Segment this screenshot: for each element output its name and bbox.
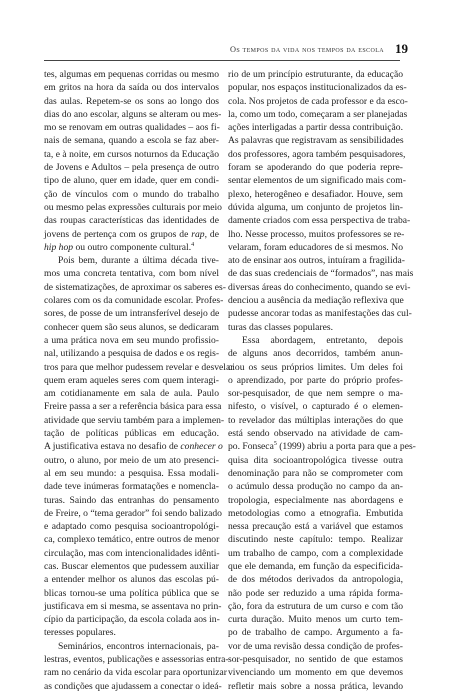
text-line: atividade que serviu também para a implemen- [44,414,225,426]
text-line: de Jovens e Adultos – pela presença de outro [44,162,219,174]
text-line: ciou os seus próprios limites. Um deles foi [228,361,403,373]
text-line: um trabalho de campo, com a complexidade [228,547,403,559]
text-line: velaram, foram educadores de si mesmos. No [228,241,403,253]
text-line: popular, nos espaços institucionalizados da es- [228,82,407,94]
right-column [228,68,416,693]
text-line: blicas tornou-se uma política pública que se [44,587,219,599]
text-line: damente criados com essa perspectiva de traba- [228,215,411,227]
text-line: discutindo neste capítulo: tempo. Realizar [228,534,403,546]
text-line: refletir mais sobre a nossa prática, levando [228,680,403,692]
text-line: to revelador das múltiplas interações do que [228,414,403,426]
text-line: a entender melhor os alunos das escolas pú- [44,574,219,586]
text-line: dos professores, agora também pesquisadores, [228,148,406,160]
text-line: ção, fora da estrutura de um curso e com tão [228,600,403,612]
text-line: al em seu mundo: a pesquisa. Essa modali- [44,467,219,479]
text-line: o aprendizado, por parte do próprio profes- [228,374,403,386]
text-line: cas. Buscar elementos que pudessem auxiliar [44,560,219,572]
text-line: Essa abordagem, entretanto, depois [242,334,403,346]
text-line: dias do ano escolar, alguns se alteram ou mes- [44,108,222,120]
text-line: ações interligadas a partir dessa contribuição. [228,122,403,134]
text-line: lestras, eventos, publicações e assessorias entra- [44,654,229,666]
text-line: pudesse ancorar todas as manifestações das cul- [228,308,412,320]
page-header [44,41,408,60]
text-line: das aulas. Repetem-se os sons ao longo dos [44,95,219,107]
text-line: turas. Saindo das entranhas do pensamento [44,494,219,506]
text-line: cípio da participação, da escola colada aos in- [44,614,220,626]
text-line: lho. Nesse processo, muitos professores se re- [228,228,405,240]
text-line: sor-pesquisador, no sentido de que estamos [228,654,403,666]
text-line: não pode ser reduzido a uma rápida forma- [228,587,403,599]
text-line: conhecer quem são seus alunos, se dedicaram [44,321,220,333]
text-line: Seminários, encontros internacionais, pa- [58,640,219,652]
text-line: sores, de posse de um intransferível desejo de [44,308,220,320]
text-line: ção de vínculos com o mundo do trabalho [44,188,219,200]
text-line: mo se renovam em outras qualidades – aos fi- [44,122,220,134]
text-line: de dos métodos derivados da antropologia, [228,574,403,586]
text-line: nifesto, o visível, o capturado é o elemen- [228,401,403,413]
text-line: foram se apoderando do que poderia repre- [228,162,403,174]
text-line: tes, algumas em pequenas corridas ou mesmo [44,69,220,80]
text-line: quisa dita socioantropológica tivesse outra [228,454,403,466]
text-line: po. Fonseca$^5$ (1999) abriu a porta para que a pes- [228,441,416,453]
text-line: de sistematizações, de aproximar os saberes es- [44,281,226,293]
text-line: dúvida alguma, um conjunto de projetos lin- [228,201,403,213]
page-number: 19 [395,41,408,56]
text-line: denciou a ausência da mediação reflexiva que [228,295,404,307]
text-line: vor de uma revisão dessa condição de profes- [228,640,403,652]
text-line: circulação, mas com intencionalidades idênti- [44,547,220,559]
header-rule [44,60,400,61]
text-line: ca, complexo temático, entre outros de menor [44,534,220,546]
text-line: de das suas credenciais de “formados”, nas mais [228,268,414,280]
text-line: ato de ensinar aos outros, intuíram a fragilida- [228,255,405,267]
text-line: jovens de pertença com os grupos de rap, de [44,228,219,240]
text-line: sentar elementos de um significado mais com- [228,175,406,187]
text-line: a uma prática nova em seu mundo profissio- [44,334,219,346]
text-line: tros para que melhor pudessem revelar e desvelar [44,361,234,373]
text-line: rio de um princípio estruturante, da educação [228,69,403,80]
text-line: denominação para não se comprometer com [228,467,403,479]
text-line: nais de semana, quando a escola se faz aber- [44,135,219,147]
text-line: dade teve inúmeras formatações e nomencla- [44,481,219,493]
text-line: o acúmulo dessa produção no campo da an- [228,481,403,493]
text-line: ram no cenário da vida escolar para oportunizar [44,667,227,679]
text-line: justificava em si mesma, se assentava no prin- [44,600,222,612]
text-line: vivenciando um momento em que devemos [228,667,403,679]
text-line: as condições que ajudassem a conectar o ideá- [44,680,222,692]
text-line: tipo de aluno, quer em idade, quer em condi- [44,175,219,187]
text-line: po de trabalho de campo. Argumento a fa- [228,627,403,639]
text-line: As palavras que registravam as sensibilidades [228,135,404,147]
running-head: Os tempos da vida nos tempos da escola [229,45,384,54]
text-line: turas das classes populares. [228,321,333,333]
text-line: nessa precaução está a variável que estamos [228,521,403,533]
text-line: que ele demanda, em função da especificida- [228,560,403,572]
text-line: cola. Nos projetos de cada professor e da esco- [228,95,408,107]
text-line: de Freire, o “tema gerador” foi sendo balizado [44,507,222,519]
text-line: tação de políticas públicas em educação. [44,428,219,440]
text-line: e adaptado como pesquisa socioantropológi- [44,521,219,533]
text-line: outro, o aluno, por meio de um ato presenci- [44,454,219,466]
text-line: ou mesmo pelas expressões culturais por meio [44,201,222,213]
text-line: de alguns anos decorridos, também anun- [228,348,403,360]
text-line: das roupas características das identidades de [44,215,219,227]
text-line: mos uma concreta tentativa, com bom nível [44,268,219,280]
text-line: Freire passa a ser a referência básica para essa [44,401,222,413]
text-line: curta duração. Muito menos um curto tem- [228,614,403,626]
text-line: diversas áreas do conhecimento, quando se evi- [228,281,411,293]
text-line: sor-pesquisador, de que nem sempre o ma- [228,388,403,400]
text-line: nal, utilizando a pesquisa de dados e os regis- [44,348,220,360]
text-line: metodologias como a etnografia. Embutida [228,507,403,519]
text-line: tropologia, especialmente nas abordagens e [228,494,403,506]
text-line: colares com os da comunidade escolar. Profes- [44,295,224,307]
text-line: plexo, heterogêneo e desafiador. Houve, sem [228,188,403,200]
text-line: A justificativa estava no desafio de conhecer o [44,441,223,453]
text-line: está sendo observado na atividade de cam- [228,428,403,440]
text-line: Pois bem, durante a última década tive- [58,255,219,267]
text-line: am cotidianamente em sala de aula. Paulo [44,388,219,400]
text-line: quem eram aqueles seres com quem interagi- [44,374,219,386]
text-line: hip hop ou outro componente cultural.$^4$ [44,241,195,253]
text-line: la, como um todo, começaram a ser planejadas [228,108,408,120]
text-line: teresses populares. [44,627,116,639]
text-line: ta, e à noite, em cursos noturnos da Educação [44,148,219,160]
text-line: em gritos na hora da saída ou dos intervalos [44,82,219,94]
left-column [44,68,234,693]
